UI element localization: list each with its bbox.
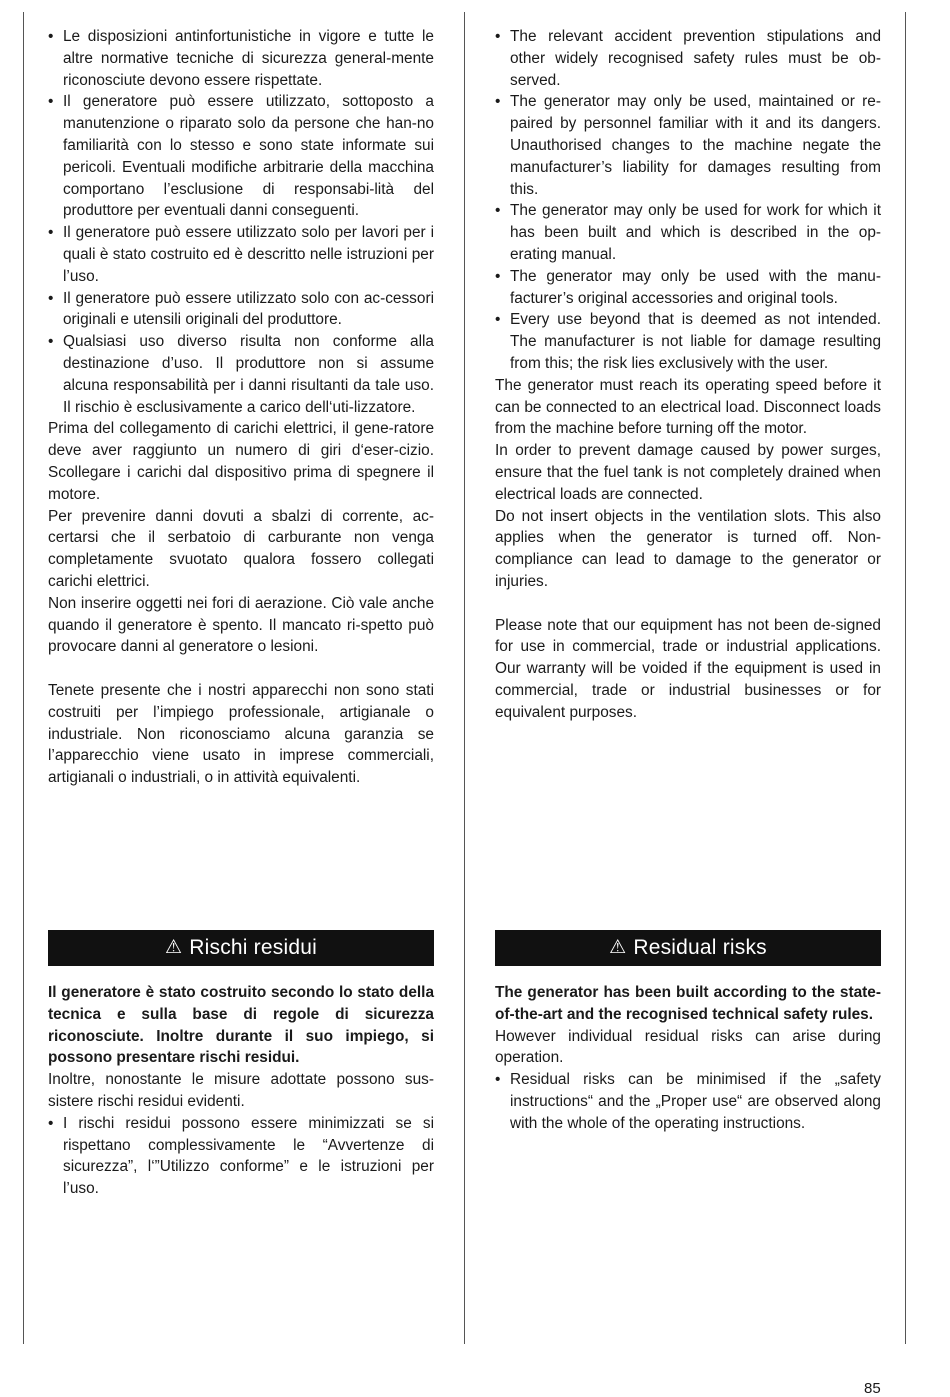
- italian-bullet-list: [48, 26, 434, 418]
- section-title: Rischi residui: [189, 936, 317, 960]
- paragraph: In order to prevent damage caused by power surges, ensure that the fuel tank is not completely drained when electrical loads are connected.: [495, 442, 881, 503]
- list-item: • Le disposizioni antinfortunistiche in vigore e tutte le altre normative tecniche di sicurezza general-mente riconosciute devono essere rispettate.: [48, 26, 434, 91]
- residual-risks-english-section: [495, 930, 881, 1135]
- right-margin-line: [905, 12, 906, 1344]
- paragraph: Do not insert objects in the ventilation slots. This also applies when the generator is turned off. Non-compliance can lead to damage to the generator or injuries.: [495, 507, 881, 590]
- residual-risks-italian-section: [48, 930, 434, 1200]
- bold-intro: The generator has been built according to the state-of-the-art and the recognised technical safety rules.: [495, 984, 881, 1023]
- italian-column: [48, 26, 434, 789]
- paragraph: Non inserire oggetti nei fori di aerazione. Ciò vale anche quando il generatore è spento. Il mancato ri-spetto può provocare danni al generatore o lesioni.: [48, 594, 434, 656]
- section-title: Residual risks: [633, 936, 767, 960]
- list-item: • Il generatore può essere utilizzato solo con ac-cessori originali e utensili originali del produttore.: [48, 288, 434, 332]
- section-banner: [495, 930, 881, 966]
- english-column: [495, 26, 881, 724]
- bullet-list: [48, 1113, 434, 1200]
- list-item: • Il generatore può essere utilizzato solo per lavori per i quali è stato costruito ed è descritto nelle istruzioni per l’uso.: [48, 222, 434, 287]
- paragraph: The generator must reach its operating speed before it can be connected to an electrical load. Disconnect loads from the machine before turning off the motor.: [495, 376, 881, 438]
- english-bullet-list: [495, 26, 881, 375]
- list-item: • I rischi residui possono essere minimizzati se si rispettano complessivamente le “Avvertenze di sicurezza”, l‘”Utilizzo conforme” e le istruzioni per l’uso.: [48, 1113, 434, 1200]
- bullet-list: [495, 1069, 881, 1134]
- column-divider-line: [464, 12, 465, 1344]
- list-item: • Qualsiasi uso diverso risulta non conforme alla destinazione d’uso. Il produttore non si assume alcuna responsabilità per i danni risultanti da tale uso. Il rischio è esclusivamente a carico dell‘uti-lizzatore.: [48, 331, 434, 418]
- list-item: • The generator may only be used for work for which it has been built and which is described in the op-erating manual.: [495, 200, 881, 265]
- paragraph: Prima del collegamento di carichi elettrici, il gene-ratore deve aver raggiunto un numero di giri d‘eser-cizio. Scollegare i carichi dal dispositivo prima di spegnere il motore.: [48, 420, 434, 503]
- list-item: • The generator may only be used, maintained or re-paired by personnel familiar with it and its dangers. Unauthorised changes to the machine negate the manufacturer’s liability for damages resulting from this.: [495, 91, 881, 200]
- paragraph: Please note that our equipment has not been de-signed for use in commercial, trade or industrial applications. Our warranty will be voided if the equipment is used in commercial, trade or industrial businesses or for equivalent purposes.: [495, 616, 881, 721]
- paragraph: Tenete presente che i nostri apparecchi non sono stati costruiti per l’impiego professionale, artigianale o industriale. Non riconosciamo alcuna garanzia se l’apparecchio viene usato in imprese commerciali, artigianali o industriali, o in attività equivalenti.: [48, 681, 434, 787]
- paragraph: Inoltre, nonostante le misure adottate possono sus-sistere rischi residui evidenti.: [48, 1071, 434, 1110]
- list-item: • Every use beyond that is deemed as not intended. The manufacturer is not liable for damage resulting from this; the risk lies exclusively with the user.: [495, 309, 881, 374]
- warning-triangle-icon: ⚠: [165, 936, 183, 959]
- paragraph: Per prevenire danni dovuti a sbalzi di corrente, ac-certarsi che il serbatoio di carburante non venga completamente svuotato qualora fossero collegati carichi elettrici.: [48, 507, 434, 590]
- warning-triangle-icon: ⚠: [609, 936, 627, 959]
- section-banner: [48, 930, 434, 966]
- left-margin-line: [23, 12, 24, 1344]
- list-item: • Il generatore può essere utilizzato, sottoposto a manutenzione o riparato solo da persone che han-no familiarità con lo stesso e sono state informate sui pericoli. Eventuali modifiche arbitrarie della macchina comportano l’esclusione di responsabi-lità del produttore per eventuali danni conseguenti.: [48, 91, 434, 222]
- paragraph: However individual residual risks can arise during operation.: [495, 1027, 881, 1067]
- bold-intro: Il generatore è stato costruito secondo lo stato della tecnica e sulla base di regole di sicurezza riconosciute. Inoltre durante il suo impiego, si possono presentare rischi residui.: [48, 984, 434, 1067]
- list-item: • The relevant accident prevention stipulations and other widely recognised safety rules must be ob-served.: [495, 26, 881, 91]
- list-item: • The generator may only be used with the manu-facturer’s original accessories and original tools.: [495, 266, 881, 310]
- list-item: • Residual risks can be minimised if the „safety instructions“ and the „Proper use“ are observed along with the whole of the operating instructions.: [495, 1069, 881, 1134]
- page-number: 85: [864, 1380, 881, 1397]
